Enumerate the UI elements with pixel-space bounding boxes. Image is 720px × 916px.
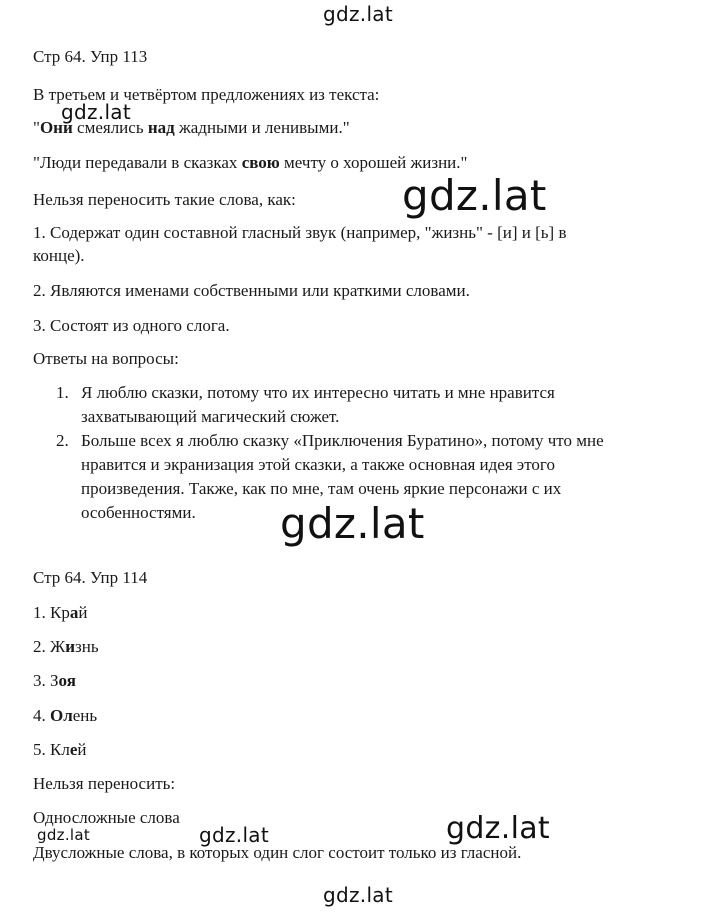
word-item-2: 2. Жизнь [33,637,99,656]
quoted-sentence-2: "Люди передавали в сказках свою мечту о хорошей жизни." [33,153,468,172]
rule-3: 3. Состоят из одного слога. [33,316,230,335]
answers-heading: Ответы на вопросы: [33,349,179,368]
cannot-transfer-heading: Нельзя переносить: [33,774,176,793]
word-item-3: 3. Зоя [33,671,76,690]
rule-1-line-2: конце). [33,246,85,265]
list-item: 1. Я люблю сказки, потому что их интересно читать и мне нравится захватывающий магический сюжет. [56,383,555,426]
watermark-large: gdz.lat [402,171,547,220]
cannot-item-2: Двусложные слова, в которых один слог состоит только из гласной. [33,843,522,862]
word-item-5: 5. Клей [33,740,87,759]
watermark-top: gdz.lat [323,2,394,26]
watermark-small-bottom: gdz.lat [199,823,270,847]
watermark-tiny: gdz.lat [37,826,91,844]
rule-intro: Нельзя переносить такие слова, как: [33,190,296,209]
exercise-113-intro: В третьем и четвёртом предложениях из текста: [33,85,380,104]
rule-1-line-1: 1. Содержат один составной гласный звук (например, "жизнь" - [и] и [ь] в [33,223,567,242]
watermark-bottom: gdz.lat [323,883,394,907]
word-item-1: 1. Край [33,603,88,622]
exercise-114-heading: Стр 64. Упр 114 [33,568,148,587]
quoted-sentence-1: "Они смеялись над жадными и ленивыми." [33,118,350,137]
exercise-113-heading: Стр 64. Упр 113 [33,47,148,66]
rule-2: 2. Являются именами собственными или краткими словами. [33,281,470,300]
list-item: 2. Больше всех я люблю сказку «Приключения Буратино», потому что мне нравится и экранизация этой сказки, а также основная идея этого произведения. Также, как по мне, там очень яркие персонажи с их особенностями. [56,431,604,522]
watermark-large-center: gdz.lat [280,499,425,548]
word-item-4: 4. Олень [33,706,98,725]
watermark-medium: gdz.lat [446,811,550,846]
cannot-item-1: Односложные слова [33,808,180,827]
watermark-small: gdz.lat [61,100,132,124]
